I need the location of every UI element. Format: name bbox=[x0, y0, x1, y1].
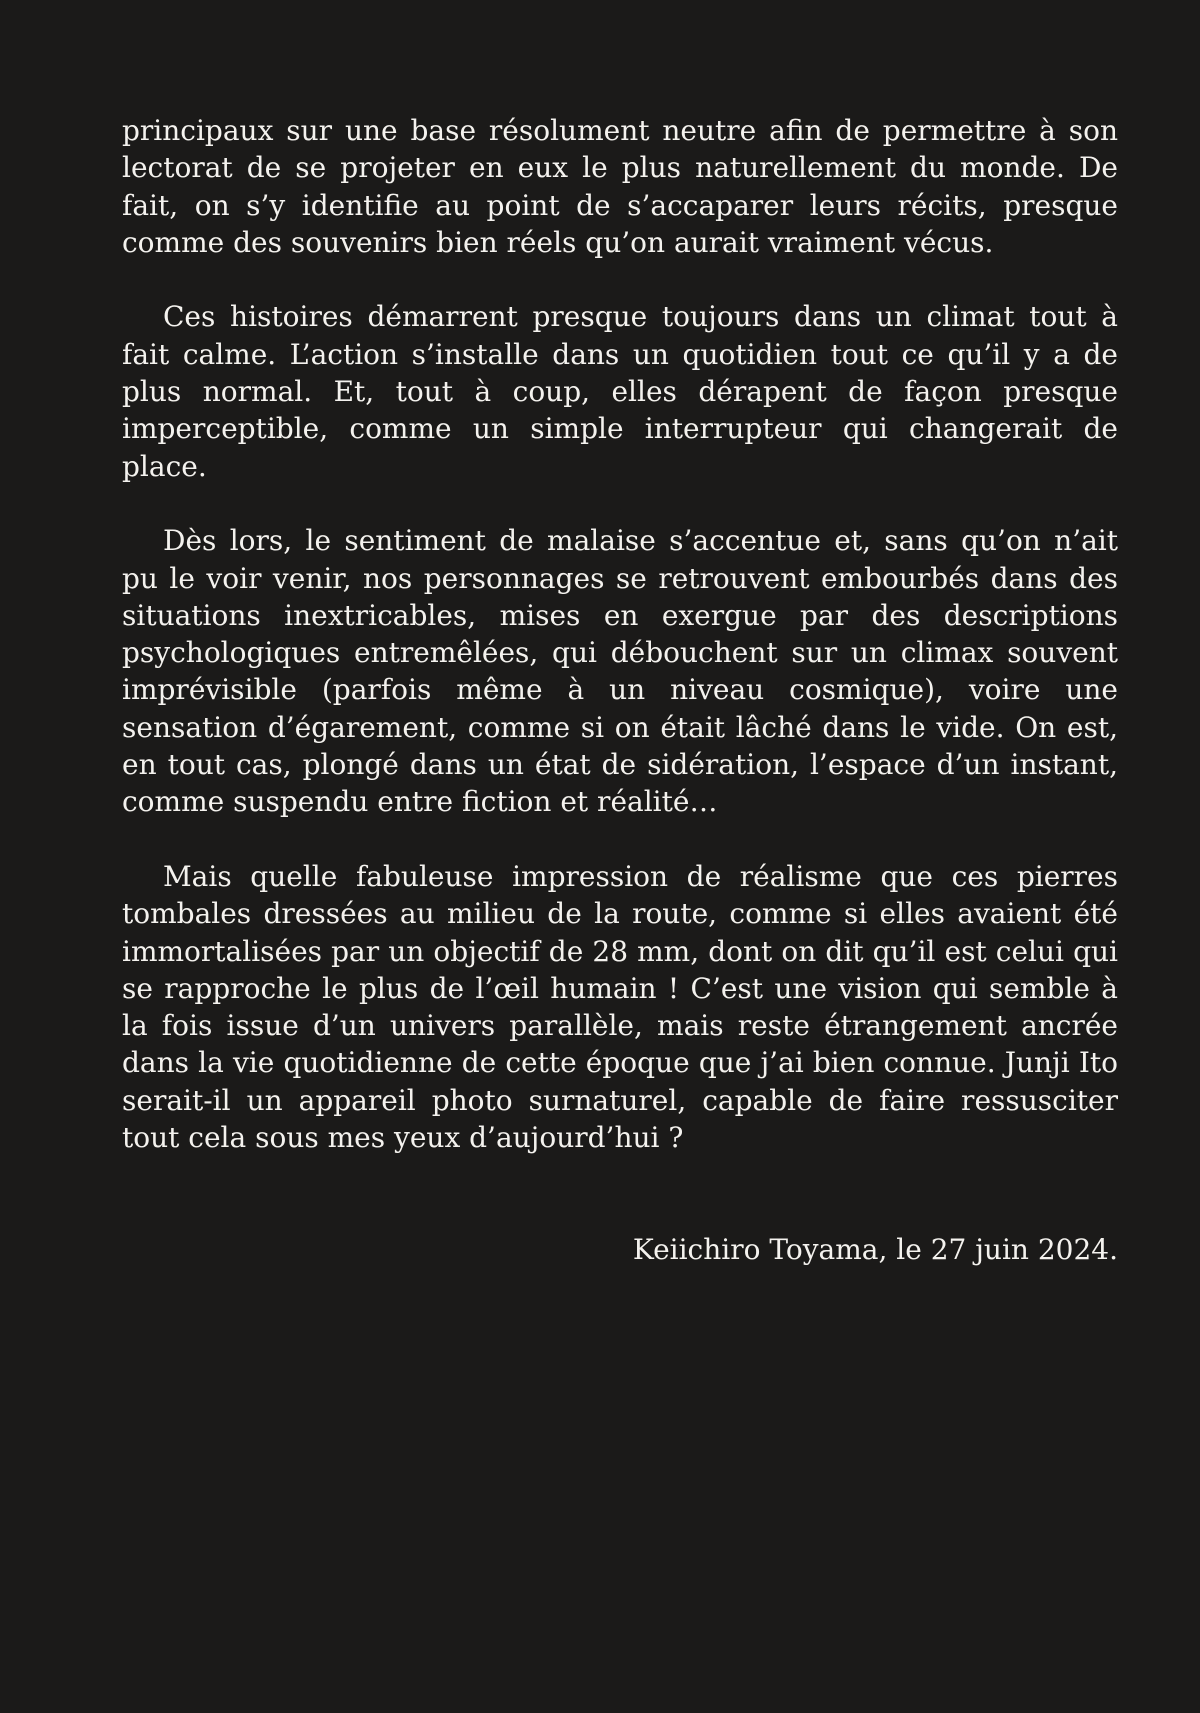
paragraph-1: principaux sur une base résolument neutre afin de permettre à son lectorat de se projeter en eux le plus naturellement du monde. De fait, on s’y identifie au point de s’accaparer leurs récits, presque comme des souvenirs bien réels qu’on aurait vraiment vécus. bbox=[122, 114, 1118, 259]
page-body bbox=[122, 112, 1118, 1296]
paragraph-4: Mais quelle fabuleuse impression de réalisme que ces pierres tombales dressées au milieu de la route, comme si elles avaient été immortalisées par un objectif de 28 mm, dont on dit qu’il est celui qui se rapproche le plus de l’œil humain ! C’est une vision qui semble à la fois issue d’un univers parallèle, mais reste étrangement ancrée dans la vie quotidienne de cette époque que j’ai bien connue. Junji Ito serait-il un appareil photo surnaturel, capable de faire ressusciter tout cela sous mes yeux d’aujourd’hui ? bbox=[122, 859, 1118, 1155]
signature-line: Keiichiro Toyama, le 27 juin 2024. bbox=[632, 1232, 1118, 1266]
paragraph-2: Ces histoires démarrent presque toujours dans un climat tout à fait calme. L’action s’installe dans un quotidien tout ce qu’il y a de plus normal. Et, tout à coup, elles dérapent de façon presque imperceptible, comme un simple interrupteur qui changerait de place. bbox=[122, 300, 1118, 483]
paragraph-3: Dès lors, le sentiment de malaise s’accentue et, sans qu’on n’ait pu le voir venir, nos personnages se retrouvent embourbés dans des situations inextricables, mises en exergue par des descriptions psychologiques entremêlées, qui débouchent sur un climax souvent imprévisible (parfois même à un niveau cosmique), voire une sensation d’égarement, comme si on était lâché dans le vide. On est, en tout cas, plongé dans un état de sidération, l’espace d’un instant, comme suspendu entre fiction et réalité… bbox=[122, 524, 1118, 819]
